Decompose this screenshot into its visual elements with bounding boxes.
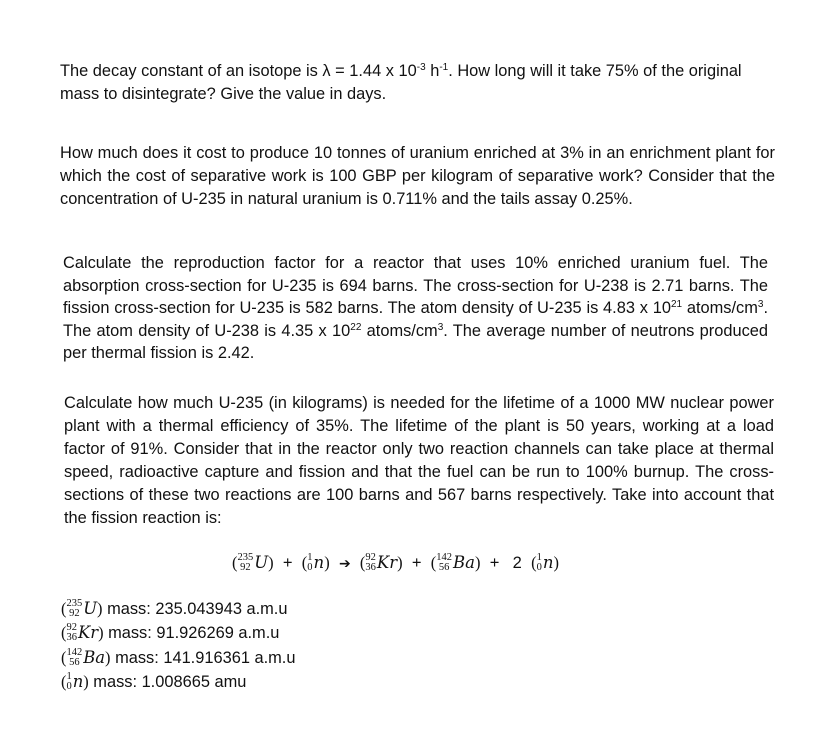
mass-ba142: ( 142 56 Ba) mass: 141.916361 a.m.u	[61, 646, 296, 668]
u235-nucleon-numbers: 235 92	[237, 551, 254, 573]
neutron-symbol: n	[313, 553, 325, 572]
q3-text-a: Calculate the reproduction factor for a reactor that uses 10% enriched uranium fuel. The absorption cross-section for U-235 is 694 barns. The cross-section for U-238 is 2.71 barns. The fission cross-section for U-235 is 582 barns. The atom density of U-235 is 4.83 x 10	[63, 254, 768, 317]
neutron-symbol: n	[542, 553, 554, 572]
q1-text-b: h	[425, 62, 440, 80]
ba142-symbol: Ba	[453, 553, 475, 572]
q3-exponent-2: 3	[757, 299, 764, 310]
q1-exponent-1: -3	[416, 62, 426, 73]
mass-kr92: ( 92 36 Kr) mass: 91.926269 a.m.u	[61, 621, 280, 643]
q3-exponent-1: 21	[670, 299, 683, 310]
kr92-symbol: Kr	[376, 553, 398, 572]
mass-u235-value: mass: 235.043943 a.m.u	[102, 600, 288, 618]
q3-text-c: . The atom density of U-238 is 4.35 x 10	[63, 299, 768, 340]
fission-equation: ( 235 92 U) + ( 1 0 n) ➔ ( 92 36 Kr) + ( 142 56 Ba) + 2 ( 1 0 n)	[232, 551, 559, 573]
plus-sign: +	[282, 554, 293, 572]
q3-text-e: . The average number of neutrons produced per thermal fission is 2.42.	[63, 321, 768, 362]
mass-neutron-value: mass: 1.008665 amu	[88, 673, 247, 691]
question-enrichment-cost: How much does it cost to produce 10 tonnes of uranium enriched at 3% in an enrichment plant for which the cost of separative work is 100 GBP per kilogram of separative work? Consider that the concentration of U-235 in natural uranium is 0.711% and the tails assay 0.25%.	[60, 144, 775, 208]
plus-sign: +	[489, 554, 500, 572]
mass-kr92-value: mass: 91.926269 a.m.u	[103, 624, 280, 642]
q1-text-c: . How long will it take 75% of the original mass to disintegrate? Give the value in days.	[60, 62, 742, 103]
u235-symbol: U	[254, 553, 269, 572]
question-decay-constant	[60, 60, 772, 106]
q1-text-a: The decay constant of an isotope is λ = 1.44 x 10	[60, 62, 417, 80]
mass-u235: ( 235 92 U) mass: 235.043943 a.m.u	[61, 597, 288, 619]
question-reproduction-factor	[63, 252, 768, 365]
neutron-nucleon-numbers: 1 0	[307, 551, 313, 573]
q3-text-b: atoms/cm	[682, 299, 758, 317]
reaction-arrow-icon: ➔	[338, 556, 351, 572]
mass-neutron: ( 1 0 n) mass: 1.008665 amu	[61, 670, 247, 692]
kr92-nucleon-numbers: 92 36	[365, 551, 376, 573]
plus-sign: +	[411, 554, 422, 572]
q3-exponent-4: 3	[437, 321, 444, 333]
neutron-nucleon-numbers: 1 0	[536, 551, 542, 573]
q3-text-d: atoms/cm	[361, 321, 438, 340]
mass-ba142-value: mass: 141.916361 a.m.u	[110, 649, 296, 667]
q1-exponent-2: -1	[439, 62, 449, 73]
ba142-nucleon-numbers: 142 56	[436, 551, 453, 573]
neutron-coefficient: 2	[512, 554, 522, 572]
q3-exponent-3: 22	[350, 321, 362, 333]
question-u235-lifetime: Calculate how much U-235 (in kilograms) is needed for the lifetime of a 1000 MW nuclear power plant with a thermal efficiency of 35%. The lifetime of the plant is 50 years, working at a load factor of 91%. Consider that in the reactor only two reaction channels can take place at thermal speed, radioactive capture and fission and that the fuel can be run to 100% burnup. The cross-sections of these two reactions are 100 barns and 567 barns respectively. Take into account that the fission reaction is:	[64, 394, 774, 527]
